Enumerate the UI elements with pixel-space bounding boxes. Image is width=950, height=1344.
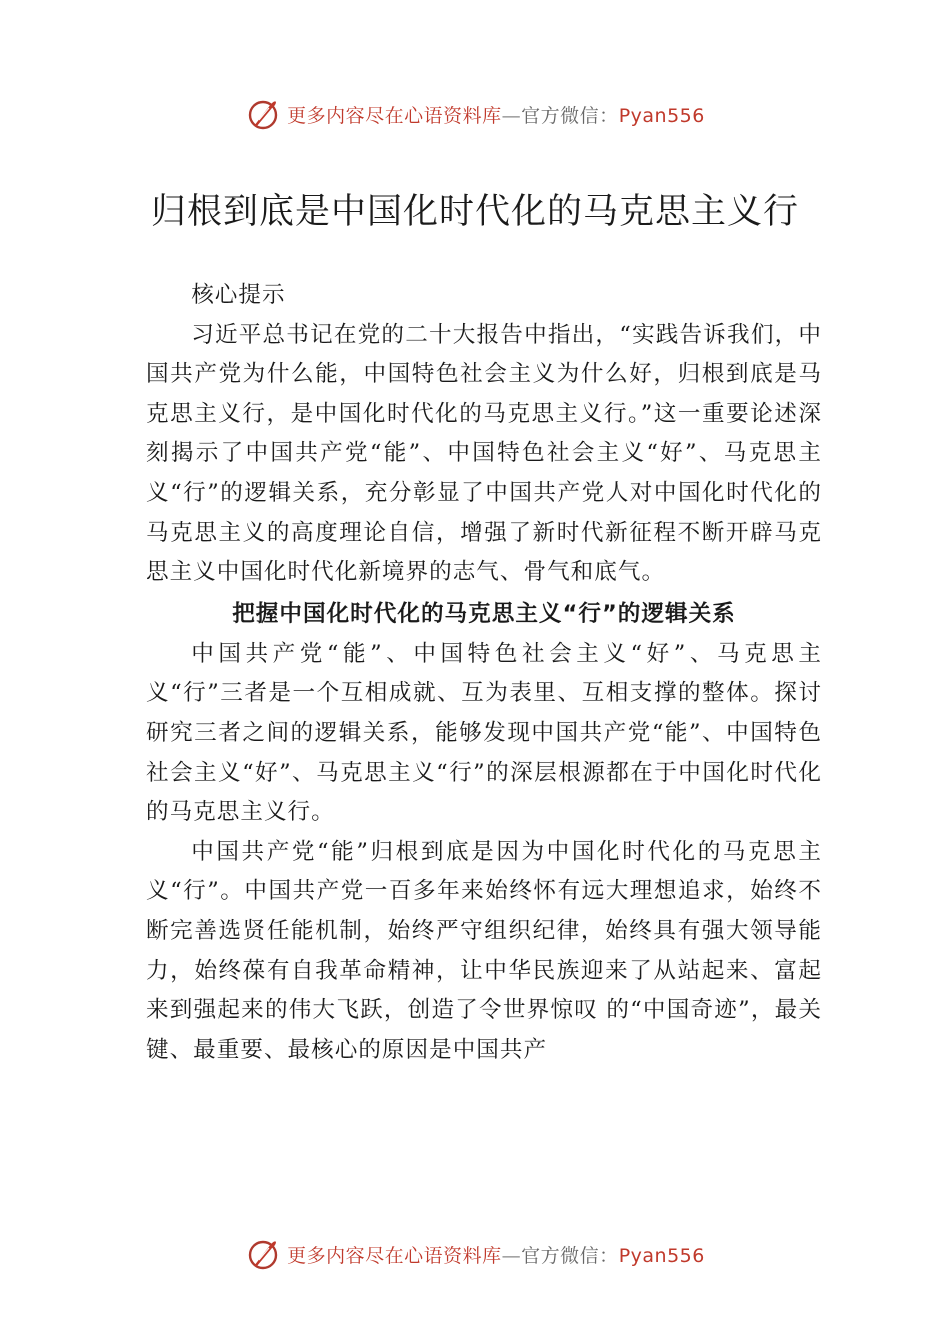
intro-paragraph: 习近平总书记在党的二十大报告中指出，“实践告诉我们，中国共产党为什么能，中国特色社会主义为什么好，归根到底是马克思主义行，是中国化时代化的马克思主义行。”这一重要论述深刻揭示了中国共产党“能”、中国特色社会主义“好”、马克思主义“行”的逻辑关系，充分彰显了中国共产党人对中国化时代化的马克思主义的高度理论自信，增强了新时代新征程不断开辟马克思主义中国化时代化新境界的志气、骨气和底气。 — [146, 321, 822, 586]
watermark-site: 更多内容尽在心语资料库 — [287, 1244, 502, 1267]
section-heading: 把握中国化时代化的马克思主义“行”的逻辑关系 — [232, 600, 736, 627]
watermark-text — [287, 101, 705, 128]
watermark-wechat-id: Pyan556 — [618, 1244, 705, 1267]
watermark-dash: — — [501, 104, 522, 127]
document-body — [146, 276, 822, 1070]
watermark-wechat-label: 官方微信： — [521, 104, 619, 127]
watermark-wechat-label: 官方微信： — [521, 1244, 619, 1267]
quill-logo-icon — [245, 96, 281, 132]
header-watermark-banner — [0, 94, 950, 134]
watermark-site: 更多内容尽在心语资料库 — [287, 104, 502, 127]
section-paragraph: 中国共产党“能”归根到底是因为中国化时代化的马克思主义“行”。中国共产党一百多年来始终怀有远大理想追求，始终不断完善选贤任能机制，始终严守组织纪律，始终具有强大领导能力，始终葆有自我革命精神，让中华民族迎来了从站起来、富起来到强起来的伟大飞跃，创造了令世界惊叹 的“中国奇迹”，最关键、最重要、最核心的原因是中国共产 — [146, 838, 822, 1063]
quill-logo-icon — [245, 1236, 281, 1272]
watermark-text — [287, 1241, 705, 1268]
footer-watermark-banner — [0, 1234, 950, 1274]
watermark-wechat-id: Pyan556 — [618, 104, 705, 127]
section-paragraph: 中国共产党“能”、中国特色社会主义“好”、马克思主义“行”三者是一个互相成就、互为表里、互相支撑的整体。探讨研究三者之间的逻辑关系，能够发现中国共产党“能”、中国特色社会主义“好”、马克思主义“行”的深层根源都在于中国化时代化的马克思主义行。 — [146, 640, 822, 826]
watermark-dash: — — [501, 1244, 522, 1267]
document-title: 归根到底是中国化时代化的马克思主义行 — [150, 192, 799, 232]
core-hint-label: 核心提示 — [191, 282, 286, 308]
